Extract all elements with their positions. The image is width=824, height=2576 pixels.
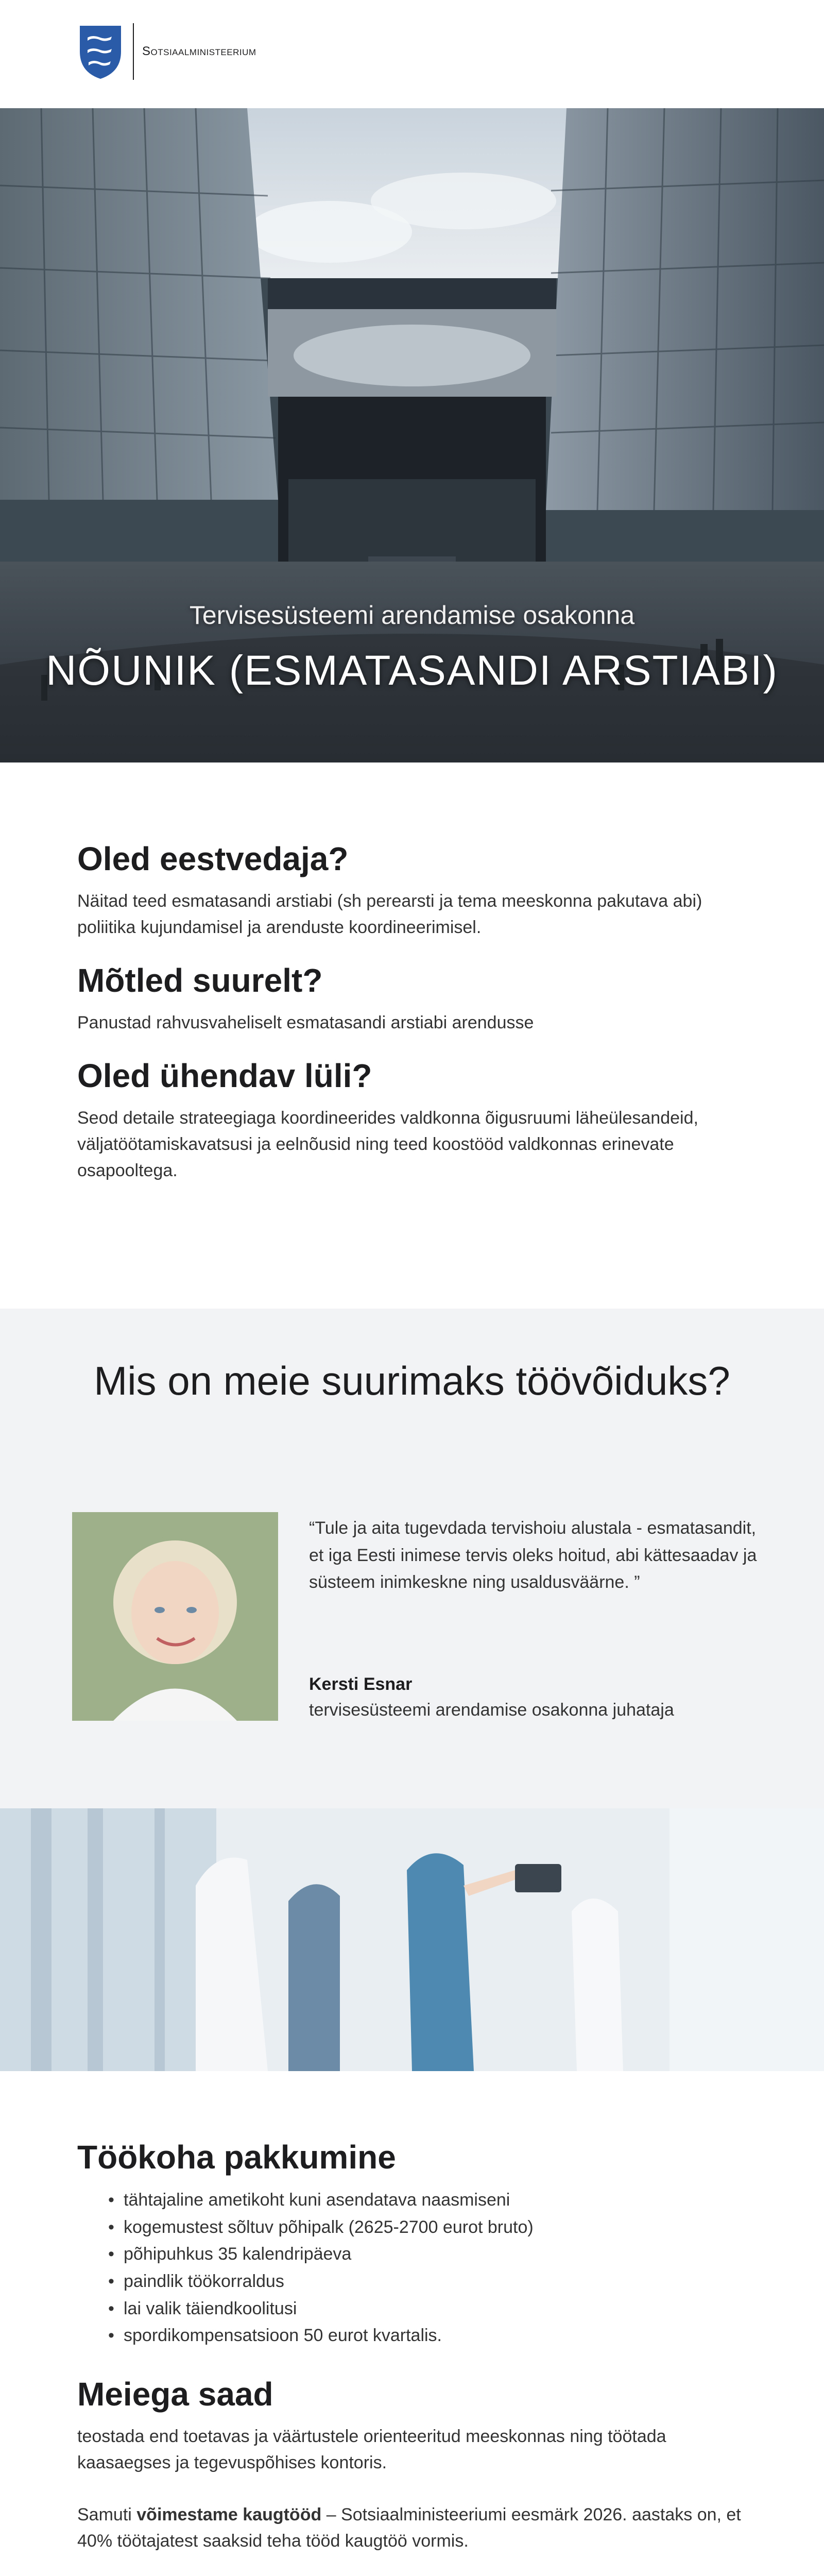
ministry-logo[interactable] [77,23,256,80]
together-text: teostada end toetavas ja väärtustele orienteeritud meeskonnas ning töötada kaasaegses ja tegevuspõhises kontoris. [77,2427,666,2473]
offer-heading: Töökoha pakkumine [77,2139,396,2176]
logo-divider [133,23,134,80]
quote-author-name: Kersti Esnar [309,1674,413,1694]
intro-block-bigthinker [77,961,747,1036]
biggest-win-heading: Mis on meie suurimaks töövõiduks? [94,1358,730,1403]
quote-text: “Tule ja aita tugevdada tervishoiu alustala - esmatasandit, et iga Eesti inimese tervis oleks hoitud, abi kättesaadav ja süsteem inimkeskne ning usaldusväärne. ” [309,1518,757,1592]
offer-section [0,2071,824,2576]
list-item: • lai valik täiendkoolitusi [108,2295,747,2323]
list-item: • põhipuhkus 35 kalendripäeva [108,2241,747,2268]
quote-author-role: tervisesüsteemi arendamise osakonna juhataja [309,1700,674,1720]
intro-block-leader [77,840,747,941]
intro-text-link: Seod detaile strateegiaga koordineerides valdkonna õigusruumi läheülesandeid, väljatöötamiskavatsusi ja eelnõusid ning teed koostööd valdkonnas erinevate osapooltega. [77,1108,698,1180]
quote-section [0,1479,824,1808]
together-heading: Meiega saad [77,2376,273,2413]
intro-heading-link: Oled ühendav lüli? [77,1057,372,1094]
list-item: • tähtajaline ametikoht kuni asendatava naasmiseni [108,2187,747,2214]
medical-staff-image [0,1808,824,2071]
estonian-coat-of-arms-icon [77,23,124,80]
hero-job-title: NÕUNIK (ESMATASANDI ARSTIABI) [46,647,778,694]
biggest-win-section [0,1309,824,1479]
remote-work-suffix: – Sotsiaalministeeriumi eesmärk 2026. aastaks on, et 40% töötajatest saaksid teha tööd kaugtöö vormis. [77,2505,741,2551]
list-item: • paindlik töökorraldus [108,2268,747,2295]
intro-section [0,762,824,1309]
intro-text-leader: Näitad teed esmatasandi arstiabi (sh perearsti ja tema meeskonna pakutava abi) poliitika kujundamisel ja arenduste koordineerimisel. [77,891,702,937]
list-item: • kogemustest sõltuv põhipalk (2625-2700 eurot bruto) [108,2214,747,2241]
manager-portrait [72,1512,278,1721]
hero-department: Tervisesüsteemi arendamise osakonna [189,601,635,630]
offer-list [77,2187,747,2349]
intro-block-link [77,1057,747,1184]
remote-work-text [77,2502,747,2554]
intro-text-bigthinker: Panustad rahvusvaheliselt esmatasandi arstiabi arendusse [77,1013,534,1032]
remote-work-strong: võimestame kaugtööd [136,2505,322,2525]
remote-work-prefix: Samuti [77,2505,137,2525]
list-item: • spordikompensatsioon 50 eurot kvartalis. [108,2322,747,2349]
intro-heading-leader: Oled eestvedaja? [77,840,349,877]
header [0,0,824,108]
intro-heading-bigthinker: Mõtled suurelt? [77,962,323,999]
logo-text: Sotsiaalministeerium [142,44,256,58]
hero-banner [0,108,824,762]
